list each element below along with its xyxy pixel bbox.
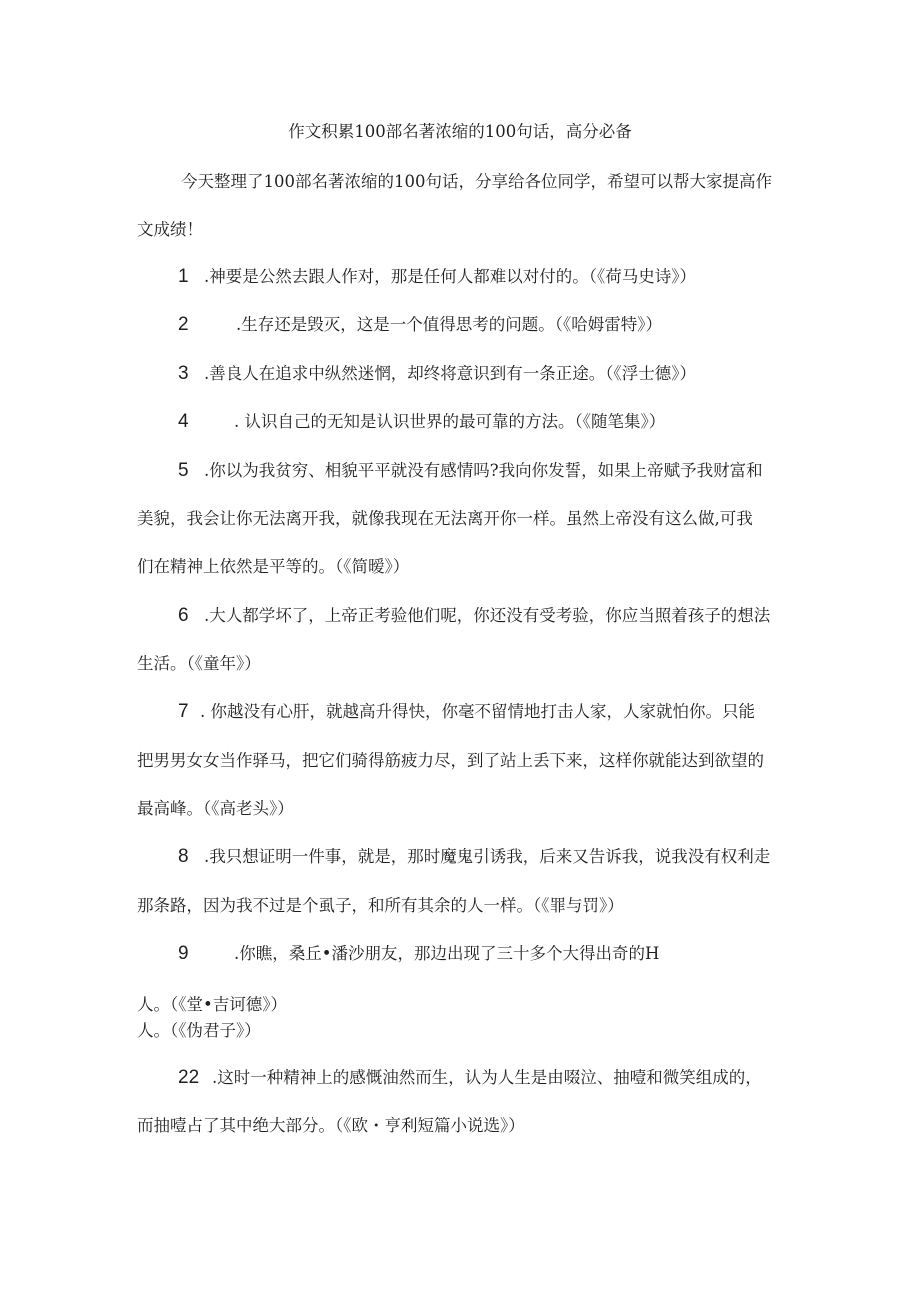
item-number: 4 bbox=[178, 411, 189, 432]
item-22-line-2: 而抽噎占了其中绝大部分。（《欧・亨利短篇小说选》） bbox=[137, 1116, 525, 1135]
item-number: 22 bbox=[178, 1067, 200, 1088]
item-text: . 认识自己的无知是认识世界的最可靠的方法。（《随笔集》） bbox=[234, 412, 666, 431]
list-item-4 bbox=[178, 411, 665, 433]
item-number: 8 bbox=[178, 846, 189, 867]
list-item-1 bbox=[178, 266, 696, 288]
list-item-5 bbox=[178, 460, 763, 482]
list-item-6 bbox=[178, 605, 770, 627]
list-item-7 bbox=[178, 701, 755, 723]
item-9-line-2: 人。（《堂•吉诃德》） bbox=[137, 995, 287, 1014]
item-number: 1 bbox=[178, 266, 189, 287]
item-text: .生存还是毁灭，这是一个值得思考的问题。（《哈姆雷特》） bbox=[236, 315, 662, 334]
item-text: .大人都学坏了，上帝正考验他们呢，你还没有受考验，你应当照着孩子的想法 bbox=[204, 606, 771, 625]
document-title: 作文积累100部名著浓缩的100句话，高分必备 bbox=[288, 122, 632, 141]
item-text: .你瞧，桑丘•潘沙朋友，那边出现了三十多个大得出奇的H bbox=[234, 944, 660, 963]
item-text: .这时一种精神上的感慨油然而生，认为人生是由啜泣、抽噎和微笑组成的， bbox=[212, 1068, 762, 1087]
item-9-line-3: 人。（《伪君子》） bbox=[137, 1021, 261, 1040]
item-number: 9 bbox=[178, 943, 189, 964]
item-number: 2 bbox=[178, 314, 189, 335]
item-text: .神要是公然去跟人作对，那是任何人都难以对付的。（《荷马史诗》） bbox=[204, 267, 696, 286]
list-item-2 bbox=[178, 314, 662, 336]
list-item-22 bbox=[178, 1067, 762, 1089]
item-text: . 你越没有心肝，就越高升得快，你毫不留情地打击人家，人家就怕你。只能 bbox=[200, 702, 755, 721]
intro-line-1: 今天整理了100部名著浓缩的100句话，分享给各位同学，希望可以帮大家提高作 bbox=[181, 172, 772, 191]
item-text: .善良人在追求中纵然迷惘，却终将意识到有一条正途。（《浮士德》） bbox=[204, 364, 696, 383]
item-number: 3 bbox=[178, 363, 189, 384]
list-item-8 bbox=[178, 846, 770, 868]
list-item-9 bbox=[178, 943, 659, 965]
item-5-line-3: 们在精神上依然是平等的。（《简暧》） bbox=[137, 557, 410, 576]
item-8-line-2: 那条路，因为我不过是个虱子，和所有其余的人一样。（《罪与罚》） bbox=[137, 896, 624, 915]
item-number: 7 bbox=[178, 701, 189, 722]
intro-line-2: 文成绩！ bbox=[137, 220, 203, 239]
item-text: .我只想证明一件事，就是，那时魔鬼引诱我，后来又告诉我，说我没有权利走 bbox=[204, 847, 771, 866]
item-6-line-2: 生活。（《童年》） bbox=[137, 654, 261, 673]
item-number: 5 bbox=[178, 460, 189, 481]
item-number: 6 bbox=[178, 605, 189, 626]
item-7-line-3: 最高峰。（《高老头》） bbox=[137, 799, 294, 818]
item-7-line-2: 把男男女女当作驿马，把它们骑得筋疲力尽，到了站上丢下来，这样你就能达到欲望的 bbox=[137, 751, 764, 770]
list-item-3 bbox=[178, 363, 696, 385]
item-5-line-2: 美貌，我会让你无法离开我，就像我现在无法离开你一样。虽然上帝没有这么做,可我 bbox=[137, 509, 753, 528]
item-text: .你以为我贫穷、相貌平平就没有感情吗?我向你发誓，如果上帝赋予我财富和 bbox=[204, 461, 763, 480]
